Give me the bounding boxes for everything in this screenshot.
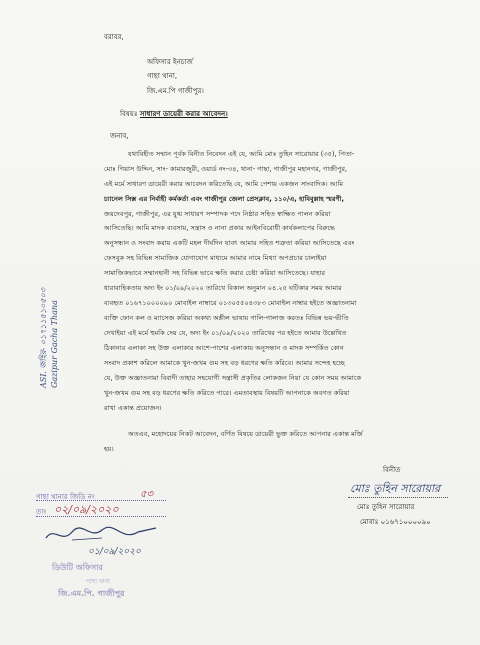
subject-text: সাধারণ ডায়েরী করার আবেদন।: [139, 110, 228, 118]
body-line: যথাবিহীত সম্মান পূর্বক বিনীত নিবেদন এই যে, আমি মোঃ তুহিন সারোয়ার (৩৫), পিতা-: [128, 150, 355, 158]
body-line: দেখাইয়া এই মর্মে হুমকি দেয় যে, অদ্য ইং ০১/০৯/২০২০ তারিখের পর হইতে আমার উল্লেখিত: [104, 329, 347, 337]
signature-yours: বিনীত: [383, 466, 401, 474]
subject-line: [120, 110, 228, 119]
body-line: যে, উক্ত অজ্ঞাতনামা বিবাদী তাহার সহযোগী সন্ত্রাসী প্রকৃতির লোকজন নিয়া যে কোন সময় আমাকে: [104, 374, 362, 382]
body-line: খুন-জখম গুম সহ বড় ধরণের ক্ষতি করিতে পারে। এমতাবস্থায় বিষয়টি আপনাকে অবগত করিয়া: [104, 389, 350, 397]
body-line: রাখা একান্ত প্রয়োজন।: [104, 404, 162, 412]
body-line: জয়দেবপুর, গাজীপুর, এর যুগ্ম সাধারণ সম্পাদক পদে নিষ্ঠার সহিত স্বাক্ষিত পালন করিয়া: [104, 210, 331, 218]
closing-line: অতএব, মহোদয়ের নিকট আবেদন, বর্ণিত বিষয়ে ডায়েরী ভুক্ত করিতে আপনার একান্ত মর্জি: [128, 430, 363, 438]
side-note-line2: Gazipur Gacha Thana: [50, 300, 59, 388]
address-to: বরাবর,: [104, 33, 124, 41]
side-note: [38, 288, 60, 388]
stamp-date-handwritten: ০২/০৯/২০২০: [54, 503, 119, 516]
salutation: জনাব,: [110, 132, 129, 140]
body-line: সংবাদ প্রকাশ করিলে আমাকে খুন-জখম গুম সহ বড় ধরণের ক্ষতি করিবে। আমার সন্দেহ হচ্ছে: [104, 359, 345, 367]
side-note-line1: ASI. জহির- ০১৭১১৫১০৫০৩: [39, 288, 48, 388]
signature-mobile: মোবাঃ ০১৬৭১০০০০৯০: [360, 518, 431, 526]
police-stamp: [14, 488, 174, 628]
officer-signature: [42, 522, 162, 546]
body-line: আসিতেছি। আমি মাদক ব্যবসায়, সন্ত্রাস ও নানা প্রকার আইনবিরোধী কার্যকলাপের বিরুদ্ধে: [104, 224, 335, 232]
body-line: ধারাবাহিকতায় অদ্য ইং ০১/০৯/২০২০ তারিখে বিকাল অনুমান ০৪.২৫ ঘটিকার সময় আমার: [104, 284, 342, 292]
stamp-gd-number: ৫৩: [140, 489, 153, 500]
signature-underline: [348, 497, 448, 498]
body-line: সামাজিকভাবে সম্মানহানী সহ বিভিন্ন ভাবে ক্ষতি করার চেষ্টা করিয়া আসিতেছে। যাহার: [104, 269, 325, 277]
address-district: জি.এম.পি গাজীপুর।: [147, 87, 204, 95]
body-line: ঠিকানার এলাকা সহ উক্ত এলাকার আশে-পাশের এলাকায় অনুসন্ধান ও মাদক সম্পর্কিত কোন: [104, 344, 344, 352]
body-line: ফেসবুক সহ বিভিন্ন সামাজিক যোগাযোগ মাধ্যমে আমার নামে মিথ্যা অপপ্রচার চালাইয়া: [104, 254, 327, 262]
body-line: এই মর্মে সাধারণ ডায়েরী করার আবেদন করিতেছি যে, আমি পেশায় একজন সাংবাদিক। আমি: [104, 180, 344, 188]
body-line: ব্যক্তি ফোন কল ও ম্যাসেজ করিয়া অকথ্য অশ্লীল ভাষায় গালি-গালাজ করতঃ বিভিন্ন ভয়-ভীতি: [104, 314, 349, 322]
stamp-officer: ডিউটি অফিসার: [52, 563, 103, 572]
handwritten-signature: মোঃ তুহিন সারোয়ার: [350, 482, 441, 495]
stamp-date-rule: [36, 516, 166, 517]
signature-name: মোঃ তুহিন সারোয়ার: [357, 503, 415, 511]
closing-line: হয়।: [104, 445, 114, 453]
body-line: মোঃ গিয়াস উদ্দিন, সাং- কামারজুরী, ওয়ার্ড নং-৩৪, থানা- গাছা, গাজীপুর মহানগর, গাজীপুর,: [104, 165, 348, 173]
body-line: অনুসন্ধান ও সংবাদ করায় একটি মহল দীর্ঘদিন যাবৎ আমার সহিত শত্রুতা করিয়া আসিতেছে এবং: [104, 239, 355, 247]
stamp-gd-label: গাছা থানার জিডি নং: [36, 493, 95, 501]
address-station: গাছা থানা,: [147, 72, 178, 80]
stamp-station: গাছা থানা: [86, 578, 110, 585]
stamp-date-label: তাং: [36, 508, 47, 516]
stamp-district: জি.এম.পি. গাজীপুর: [58, 589, 125, 598]
address-officer: অফিসার ইনচার্জ: [147, 58, 193, 66]
body-line: ব্যবহৃত ০১৬৭১০০০০৯০ মোবাইল নাম্বারে ০১৩০৫৫০৪৩৮৩ মোবাইল নাম্বার হইতে অজ্ঞাতনামা: [104, 299, 357, 307]
body-line: চ্যানেল সিক্স এর নির্বাহী কর্মকর্তা এবং গাজীপুর জেলা প্রেসক্লাব, ১১০/এ, হাবিবুল্লাহ স্মরণী,: [104, 195, 345, 203]
stamp-sign-date: ০১/০৯/২০২০: [88, 547, 141, 557]
subject-label: বিষয়ঃ: [120, 110, 138, 118]
